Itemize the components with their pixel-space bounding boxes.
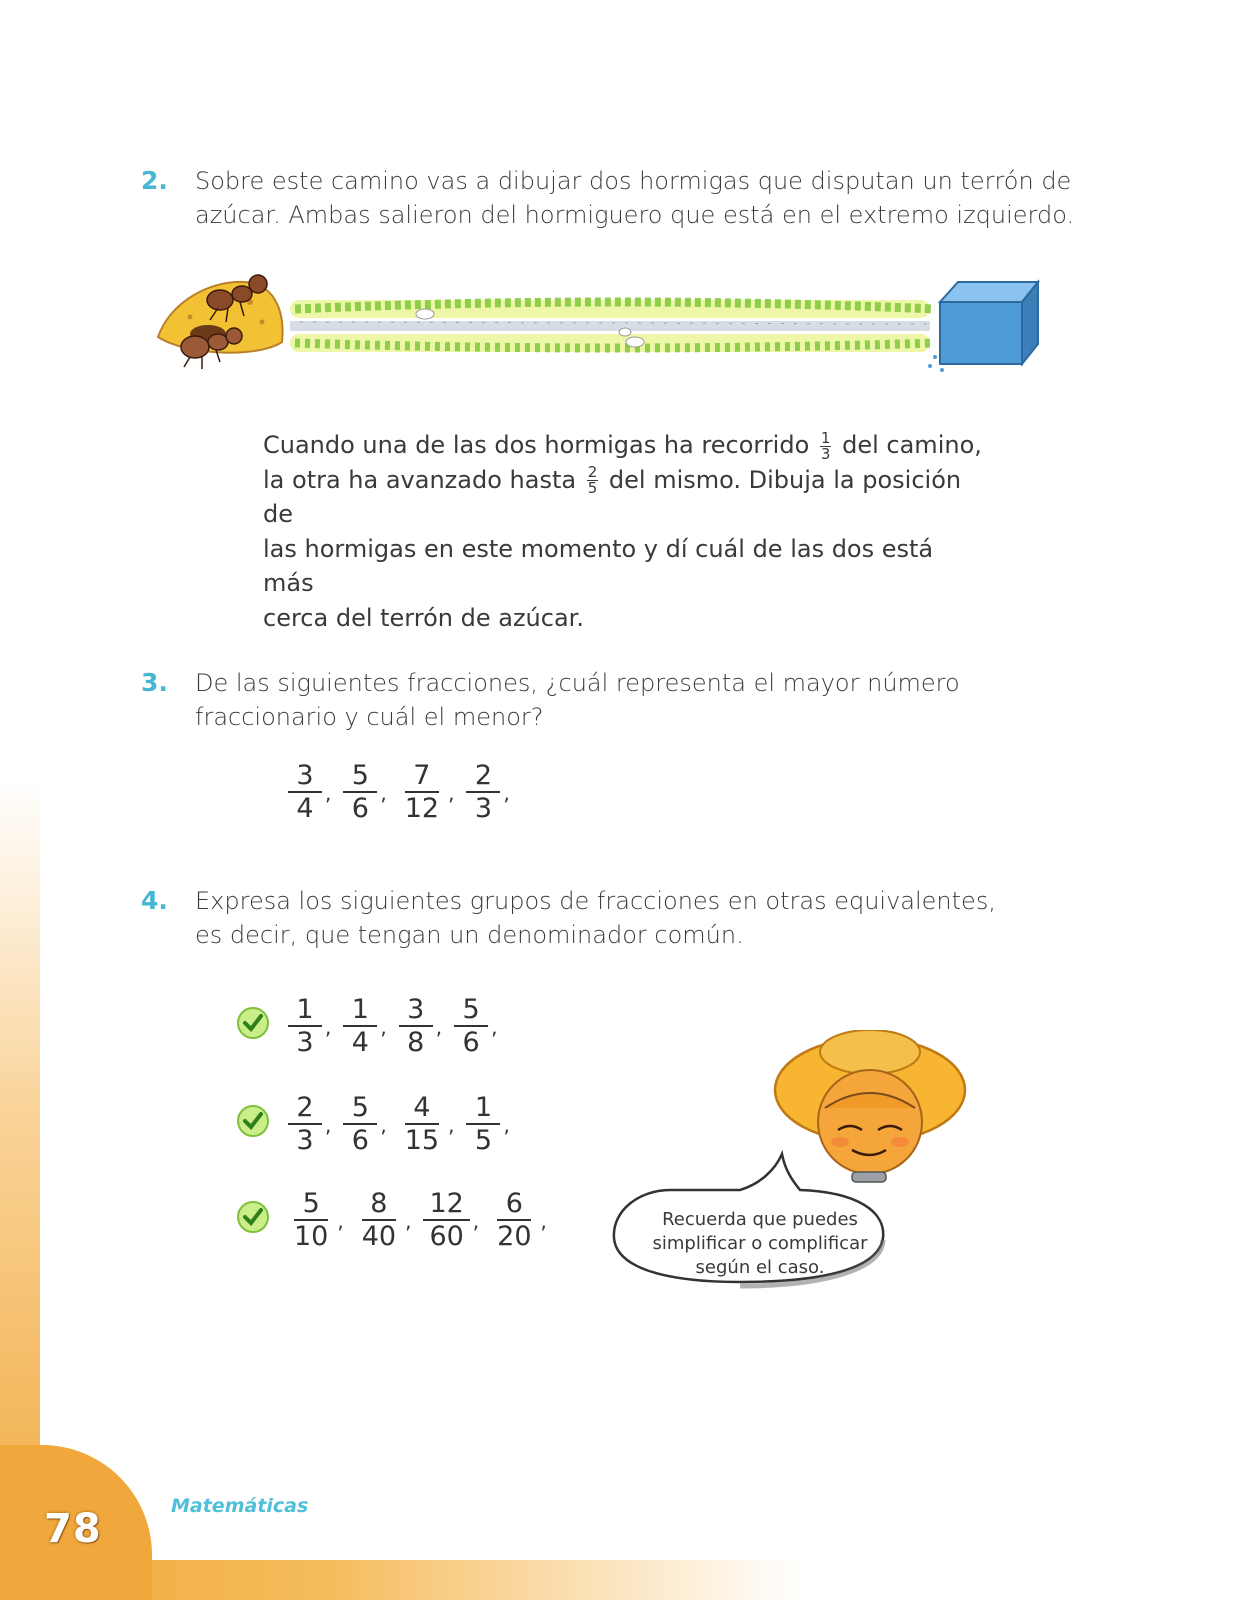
question-4-line1: Expresa los siguientes grupos de fracciones en otras equivalentes, (195, 887, 996, 915)
fraction-numerator: 5 (343, 760, 377, 793)
question-2-number: 2. (141, 166, 168, 195)
fraction (466, 1092, 500, 1156)
fraction-denominator: 4 (296, 793, 314, 824)
question-2-text (195, 164, 1074, 232)
separator-comma: , (380, 1113, 387, 1137)
separator-comma: , (325, 1113, 332, 1137)
question-2-instructions (263, 428, 983, 635)
question-4-line2: es decir, que tengan un denominador común. (195, 921, 744, 949)
question-3-line2: fraccionario y cuál el menor? (195, 703, 544, 731)
question-4-number: 4. (141, 886, 168, 915)
question-2-line1: Sobre este camino vas a dibujar dos hormigas que disputan un terrón de (195, 167, 1072, 195)
check-icon (236, 1200, 270, 1234)
fraction-numerator: 1 (343, 994, 377, 1027)
speech-bubble-text (640, 1208, 880, 1280)
question-3-text (195, 666, 960, 734)
inline-fraction-2 (587, 465, 599, 496)
para-line4: cerca del terrón de azúcar. (263, 603, 584, 632)
fraction-denominator: 15 (404, 1125, 440, 1156)
fraction-numerator: 1 (288, 994, 322, 1027)
separator-comma: , (503, 781, 510, 805)
question-3-number: 3. (141, 668, 168, 697)
fraction-numerator: 1 (466, 1092, 500, 1125)
separator-comma: , (325, 781, 332, 805)
fraction (356, 1188, 402, 1252)
para-line1-post: del camino, (842, 431, 982, 459)
fraction (454, 994, 488, 1058)
fraction-numerator: 2 (587, 463, 598, 481)
fraction (288, 760, 322, 824)
fraction-numerator: 8 (362, 1188, 396, 1221)
separator-comma: , (540, 1209, 547, 1233)
fraction-numerator: 7 (405, 760, 439, 793)
fraction-numerator: 3 (399, 994, 433, 1027)
fraction (343, 994, 377, 1058)
check-icon (236, 1104, 270, 1138)
separator-comma: , (405, 1209, 412, 1233)
para-line2-post: del mismo. Dibuja la posición de (263, 465, 962, 528)
fraction (288, 994, 322, 1058)
fraction-denominator: 3 (296, 1125, 314, 1156)
page-number: 78 (44, 1506, 102, 1552)
fraction-numerator: 1 (820, 428, 831, 447)
question-4-group-1 (286, 994, 507, 1058)
fraction-denominator: 60 (429, 1221, 464, 1252)
fraction (423, 1188, 469, 1252)
separator-comma: , (380, 1015, 387, 1039)
separator-comma: , (435, 1015, 443, 1039)
separator-comma: , (325, 1015, 332, 1039)
fraction-denominator: 5 (474, 1125, 493, 1156)
inline-fraction-1 (820, 428, 832, 463)
para-line1-pre: Cuando una de las dos hormigas ha recorrido (263, 431, 810, 459)
fraction-denominator: 10 (294, 1221, 329, 1252)
fraction (288, 1188, 334, 1252)
fraction-denominator: 3 (820, 444, 831, 463)
fraction-numerator: 12 (423, 1188, 469, 1221)
fraction-numerator: 2 (466, 760, 500, 793)
question-2-line2: azúcar. Ambas salieron del hormiguero que está en el extremo izquierdo. (195, 201, 1075, 229)
separator-comma: , (380, 781, 387, 805)
separator-comma: , (448, 1113, 455, 1137)
fraction-denominator: 8 (407, 1027, 425, 1058)
separator-comma: , (472, 1209, 480, 1233)
fraction-denominator: 6 (351, 1125, 369, 1156)
fraction-denominator: 5 (587, 479, 598, 497)
question-3-fractions (286, 760, 520, 824)
fraction-numerator: 5 (343, 1092, 377, 1125)
fraction (399, 1092, 445, 1156)
question-3-line1: De las siguientes fracciones, ¿cuál representa el mayor número (195, 669, 960, 697)
question-4-group-3 (286, 1188, 557, 1252)
separator-comma: , (491, 1015, 498, 1039)
para-line2-pre: la otra ha avanzado hasta (263, 465, 577, 494)
question-4-group-2 (286, 1092, 520, 1156)
fraction-numerator: 5 (294, 1188, 328, 1221)
fraction-numerator: 3 (288, 760, 322, 793)
fraction (343, 760, 377, 824)
fraction-denominator: 3 (296, 1027, 314, 1058)
fraction-denominator: 20 (497, 1221, 532, 1252)
fraction (343, 1092, 377, 1156)
fraction-denominator: 3 (474, 793, 493, 824)
separator-comma: , (503, 1113, 510, 1137)
fraction-numerator: 5 (454, 994, 488, 1027)
ant-path-illustration (150, 262, 1055, 382)
fraction (399, 994, 433, 1058)
bubble-line2: simplificar o complificar (652, 1233, 868, 1254)
bubble-line1: Recuerda que puedes (662, 1209, 858, 1230)
fraction (491, 1188, 537, 1252)
fraction-denominator: 40 (361, 1221, 397, 1252)
sugar-cube-illustration (928, 282, 1038, 372)
check-icon (236, 1006, 270, 1040)
separator-comma: , (448, 781, 455, 805)
fraction-denominator: 6 (462, 1027, 480, 1058)
footer-subject: Matemáticas (171, 1495, 309, 1517)
fraction-numerator: 6 (497, 1188, 531, 1221)
fraction-denominator: 6 (351, 793, 369, 824)
fraction-numerator: 4 (405, 1092, 439, 1125)
question-4-text (195, 884, 996, 952)
fraction-numerator: 2 (288, 1092, 322, 1125)
fraction (288, 1092, 322, 1156)
fraction-denominator: 12 (404, 793, 440, 824)
fraction-denominator: 4 (351, 1027, 369, 1058)
para-line3: las hormigas en este momento y dí cuál de las dos está más (263, 534, 934, 597)
fraction (399, 760, 445, 824)
fraction (466, 760, 500, 824)
bubble-line3: según el caso. (695, 1257, 825, 1278)
separator-comma: , (337, 1209, 344, 1233)
